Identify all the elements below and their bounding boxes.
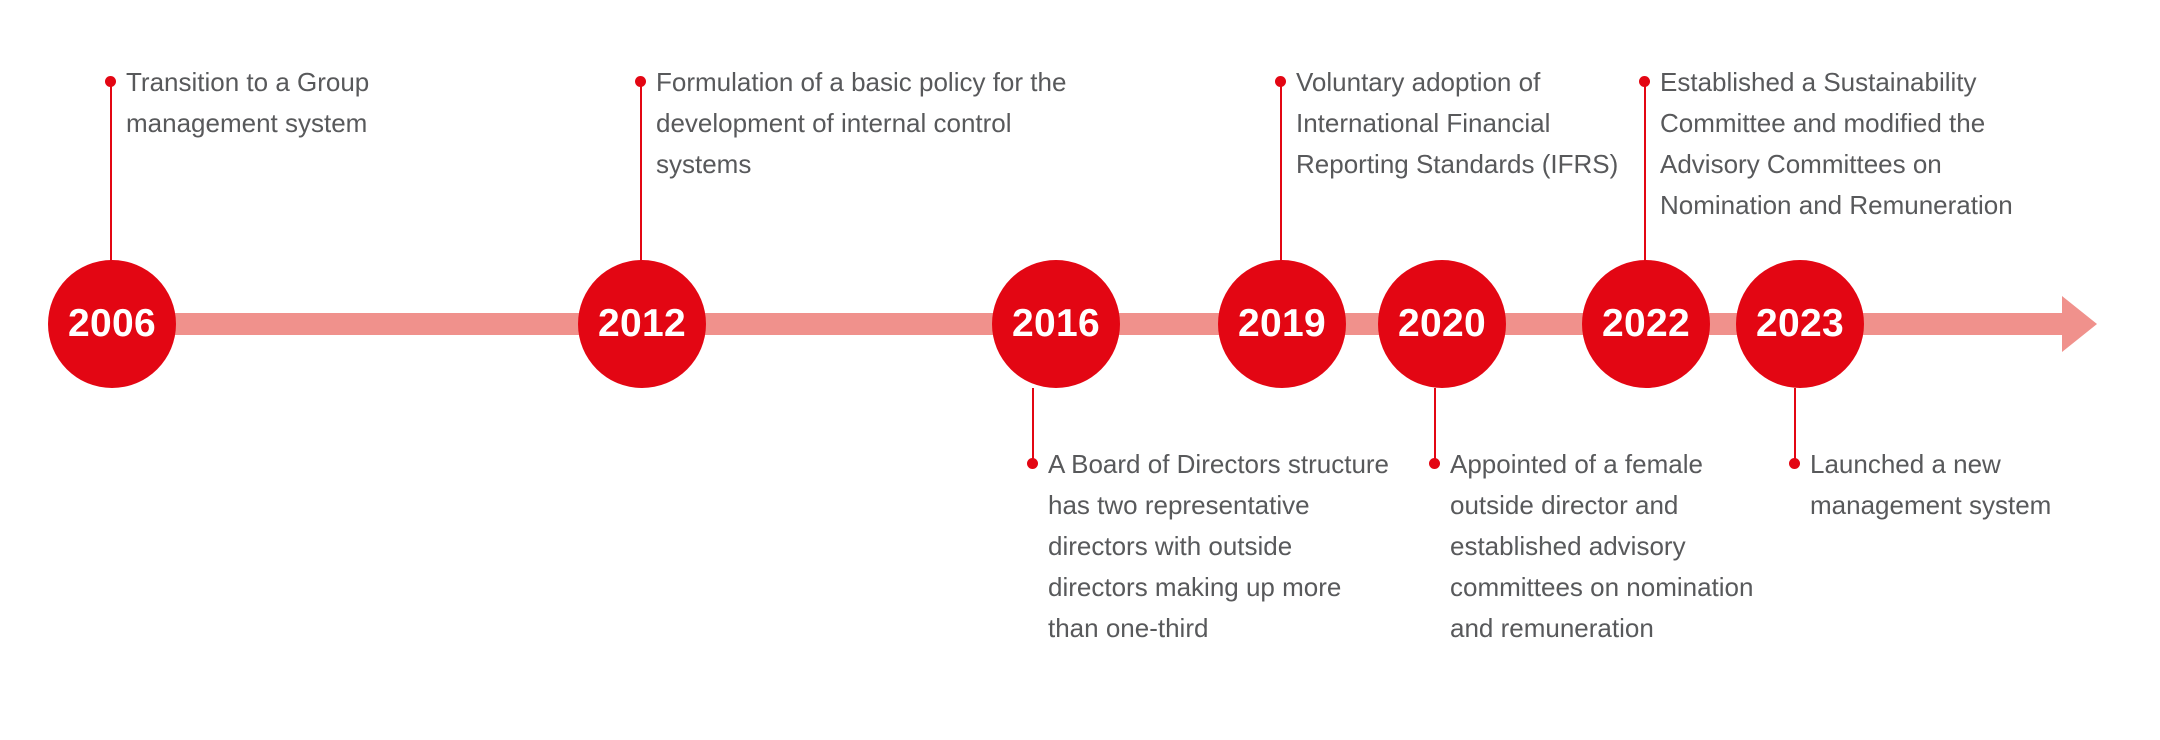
timeline-stem-2012	[640, 82, 642, 264]
timeline-year-label: 2012	[598, 302, 686, 345]
timeline-year-label: 2016	[1012, 302, 1100, 345]
timeline-node-2006[interactable]	[48, 260, 176, 388]
timeline-stem-2023	[1794, 388, 1796, 465]
timeline-dot-2020	[1429, 458, 1440, 469]
timeline-year-label: 2023	[1756, 302, 1844, 345]
timeline-stem-2016	[1032, 388, 1034, 465]
timeline-label-2022: Established a Sustainability Committee and modified the Advisory Committees on Nomination and Remuneration	[1660, 67, 2013, 220]
timeline-stem-2006	[110, 82, 112, 264]
timeline-label-2019: Voluntary adoption of International Financial Reporting Standards (IFRS)	[1296, 67, 1619, 179]
timeline-year-label: 2022	[1602, 302, 1690, 345]
timeline-node-2022[interactable]	[1582, 260, 1710, 388]
timeline-year-label: 2020	[1398, 302, 1486, 345]
timeline-node-2019[interactable]	[1218, 260, 1346, 388]
timeline-stem-2022	[1644, 82, 1646, 264]
timeline-dot-2006	[105, 76, 116, 87]
timeline-node-2020[interactable]	[1378, 260, 1506, 388]
timeline-dot-2022	[1639, 76, 1650, 87]
timeline-year-label: 2019	[1238, 302, 1326, 345]
timeline-label-2023: Launched a new management system	[1810, 449, 2052, 520]
timeline-arrow-icon	[2062, 296, 2097, 352]
timeline-label-2016: A Board of Directors structure has two representative directors with outside directors making up more than one-third	[1048, 449, 1390, 643]
timeline-node-2016[interactable]	[992, 260, 1120, 388]
timeline-dot-2012	[635, 76, 646, 87]
timeline-node-2012[interactable]	[578, 260, 706, 388]
timeline-dot-2016	[1027, 458, 1038, 469]
timeline-label-2012: Formulation of a basic policy for the development of internal control systems	[656, 67, 1067, 179]
timeline-node-2023[interactable]	[1736, 260, 1864, 388]
timeline-stem-2019	[1280, 82, 1282, 264]
timeline-stem-2020	[1434, 388, 1436, 465]
timeline-dot-2019	[1275, 76, 1286, 87]
timeline-label-2006: Transition to a Group management system	[126, 67, 370, 138]
timeline-dot-2023	[1789, 458, 1800, 469]
timeline-year-label: 2006	[68, 302, 156, 345]
timeline-label-2020: Appointed of a female outside director and established advisory committees on nomination and remuneration	[1450, 449, 1754, 643]
